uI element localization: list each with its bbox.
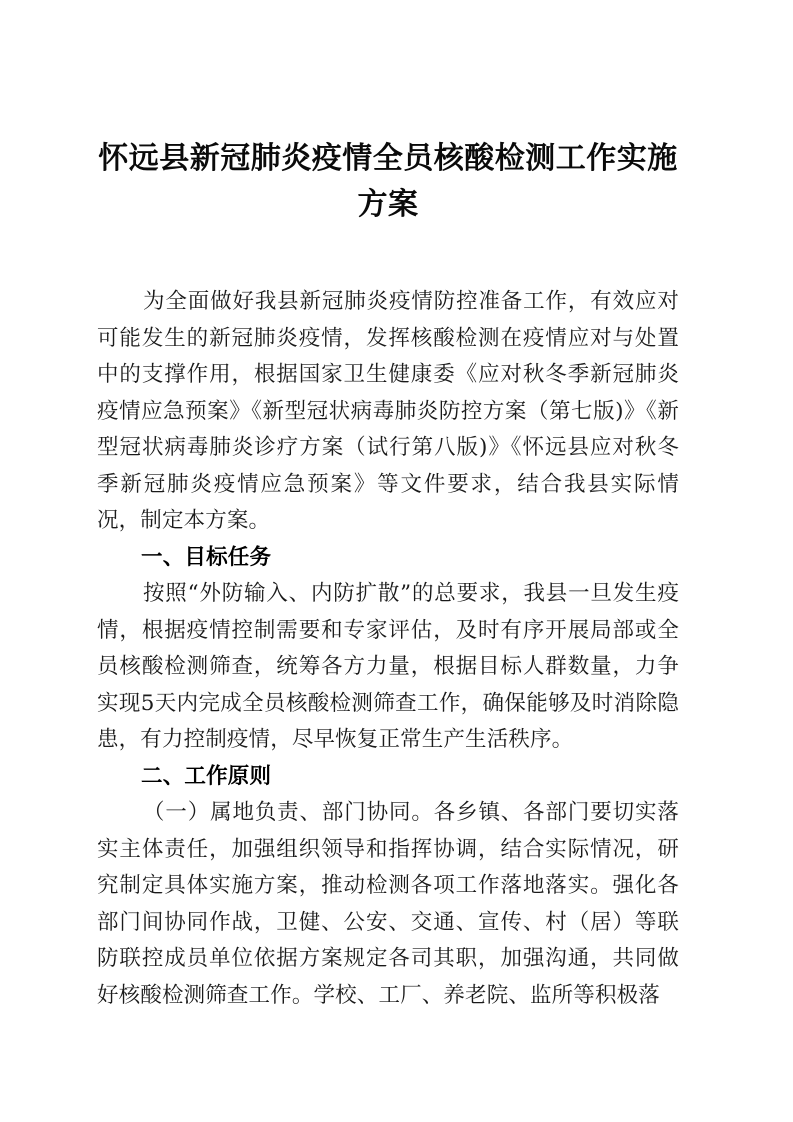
preamble-paragraph: 为全面做好我县新冠肺炎疫情防控准备工作，有效应对可能发生的新冠肺炎疫情，发挥核酸检测在疫情应对与处置中的支撑作用，根据国家卫生健康委《应对秋冬季新冠肺炎疫情应急预案》《新型冠状病毒肺炎防控方案（第七版)》《新型冠状病毒肺炎诊疗方案（试行第八版)》《怀远县应对秋冬季新冠肺炎疫情应急预案》等文件要求，结合我县实际情况，制定本方案。 xyxy=(97,289,679,533)
document-body xyxy=(97,136,679,1014)
page-title: 怀远县新冠肺炎疫情全员核酸检测工作实施方案 xyxy=(98,141,678,222)
section-heading-objectives: 一、目标任务 xyxy=(141,544,272,570)
section-heading-principles: 二、工作原则 xyxy=(141,763,272,789)
section-paragraph-objectives: 按照“外防输入、内防扩散”的总要求，我县一旦发生疫情，根据疫情控制需要和专家评估，及时有序开展局部或全员核酸检测筛查，统筹各方力量，根据目标人群数量，力争实现5天内完成全员核酸检测筛查工作，确保能够及时消除隐患，有力控制疫情，尽早恢复正常生产生活秩序。 xyxy=(97,581,679,752)
title-spacer xyxy=(97,230,679,284)
section-paragraph-principles: （一）属地负责、部门协同。各乡镇、各部门要切实落实主体责任，加强组织领导和指挥协调，结合实际情况，研究制定具体实施方案，推动检测各项工作落地落实。强化各部门间协同作战，卫健、公安、交通、宣传、村（居）等联防联控成员单位依据方案规定各司其职，加强沟通，共同做好核酸检测筛查工作。学校、工厂、养老院、监所等积极落 xyxy=(97,800,679,1008)
